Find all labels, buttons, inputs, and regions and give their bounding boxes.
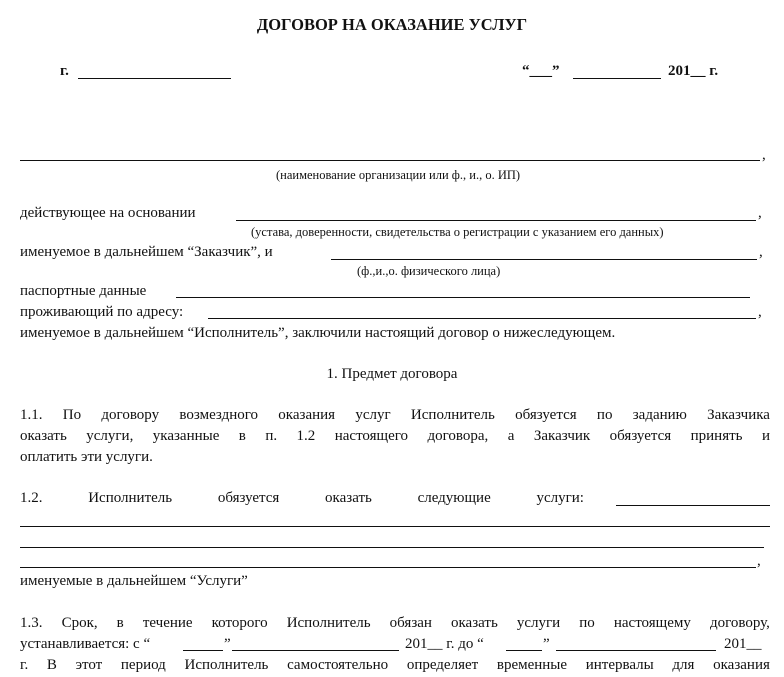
p12-line-1 (20, 489, 584, 507)
word: определяет (406, 657, 479, 673)
end-day-blank (506, 650, 542, 651)
word: принять (690, 428, 743, 444)
end-day-close-quote: ” (543, 636, 550, 652)
customer-caption: (ф.,и.,о. физического лица) (357, 264, 501, 278)
word: В (46, 657, 57, 673)
word: услуги (516, 615, 561, 631)
basis-blank (236, 220, 756, 221)
word: Исполнитель (286, 615, 371, 631)
word: оказать (451, 615, 498, 631)
word: и (761, 428, 770, 444)
services-blank-1 (616, 505, 770, 506)
party-name-blank (20, 160, 760, 161)
passport-blank (176, 297, 750, 298)
word: оказания (713, 657, 770, 673)
word: обязуется (217, 490, 280, 506)
word: самостоятельно (287, 657, 389, 673)
word: По (62, 407, 82, 423)
word: Заказчик (533, 428, 591, 444)
word: возмездного (179, 407, 259, 423)
word: указанные (152, 428, 220, 444)
word: а (507, 428, 515, 444)
word: Заказчика (707, 407, 770, 423)
p13-line-1 (20, 614, 770, 632)
word: для (672, 657, 695, 673)
word: услуг (355, 407, 391, 423)
start-month-blank (232, 650, 399, 651)
word: этот (75, 657, 103, 673)
start-day-close-quote: ” (224, 636, 231, 652)
address-label: проживающий по адресу: (20, 304, 184, 320)
date-month-blank (573, 78, 661, 79)
word: оказать (325, 490, 372, 506)
services-blank-3 (20, 547, 764, 548)
basis-comma: , (758, 205, 762, 221)
word: услуги: (536, 490, 584, 506)
address-comma: , (758, 304, 762, 320)
word: оказать (20, 428, 67, 444)
services-comma: , (757, 553, 761, 569)
word: Исполнитель (184, 657, 269, 673)
passport-label: паспортные данные (20, 283, 147, 299)
word: 1.2. (20, 490, 43, 506)
word: договора, (427, 428, 489, 444)
date-day: “___” (522, 63, 560, 79)
word: 1.2 (296, 428, 316, 444)
word: по (579, 615, 595, 631)
p11-line-3: оплатить эти услуги. (20, 449, 153, 465)
services-blank-2 (20, 526, 770, 527)
word: течение (142, 615, 193, 631)
p11-line-2 (20, 427, 770, 445)
word: оказания (278, 407, 336, 423)
word: услуги, (86, 428, 134, 444)
document-title: ДОГОВОР НА ОКАЗАНИЕ УСЛУГ (256, 15, 528, 34)
end-year: 201__ (724, 636, 762, 652)
word: обязан (389, 615, 432, 631)
word: договору (101, 407, 160, 423)
word: настоящему (613, 615, 691, 631)
services-blank-4 (20, 567, 756, 568)
word: договору, (709, 615, 770, 631)
word: временные (496, 657, 568, 673)
customer-blank (331, 259, 757, 260)
customer-label: именуемое в дальнейшем “Заказчик”, и (20, 244, 273, 260)
word: г. (20, 657, 29, 673)
word: в (116, 615, 124, 631)
word: интервалы (585, 657, 654, 673)
party-caption: (наименование организации или ф., и., о. ИП) (276, 168, 521, 182)
word: заданию (632, 407, 687, 423)
start-day-blank (183, 650, 223, 651)
services-label: именуемые в дальнейшем “Услуги” (20, 573, 248, 589)
basis-label: действующее на основании (20, 205, 196, 221)
word: период (120, 657, 166, 673)
section-1-heading: 1. Предмет договора (326, 366, 458, 382)
word: 1.3. (20, 615, 43, 631)
word: Исполнитель (88, 490, 173, 506)
end-month-blank (556, 650, 716, 651)
basis-caption: (устава, доверенности, свидетельства о регистрации с указанием его данных) (251, 225, 664, 239)
word: по (596, 407, 613, 423)
word: 1.1. (20, 407, 43, 423)
word: в (238, 428, 246, 444)
city-prefix: г. (60, 63, 69, 79)
start-year-and-to: 201__ г. до “ (405, 636, 484, 652)
customer-comma: , (759, 244, 763, 260)
word: которого (211, 615, 268, 631)
p13-line-3 (20, 656, 770, 674)
p11-line-1 (20, 406, 770, 424)
word: обязуется (609, 428, 672, 444)
word: настоящего (334, 428, 409, 444)
executor-line: именуемое в дальнейшем “Исполнитель”, заключили настоящий договор о нижеследующем. (20, 325, 616, 341)
word: следующие (417, 490, 491, 506)
city-blank (78, 78, 231, 79)
word: Исполнитель (410, 407, 495, 423)
word: Срок, (61, 615, 98, 631)
date-year: 201__ г. (668, 63, 719, 79)
p13-line-2-start: устанавливается: с “ (20, 636, 151, 652)
word: п. (265, 428, 278, 444)
address-blank (208, 318, 756, 319)
word: обязуется (515, 407, 577, 423)
party-line-comma: , (762, 147, 766, 163)
